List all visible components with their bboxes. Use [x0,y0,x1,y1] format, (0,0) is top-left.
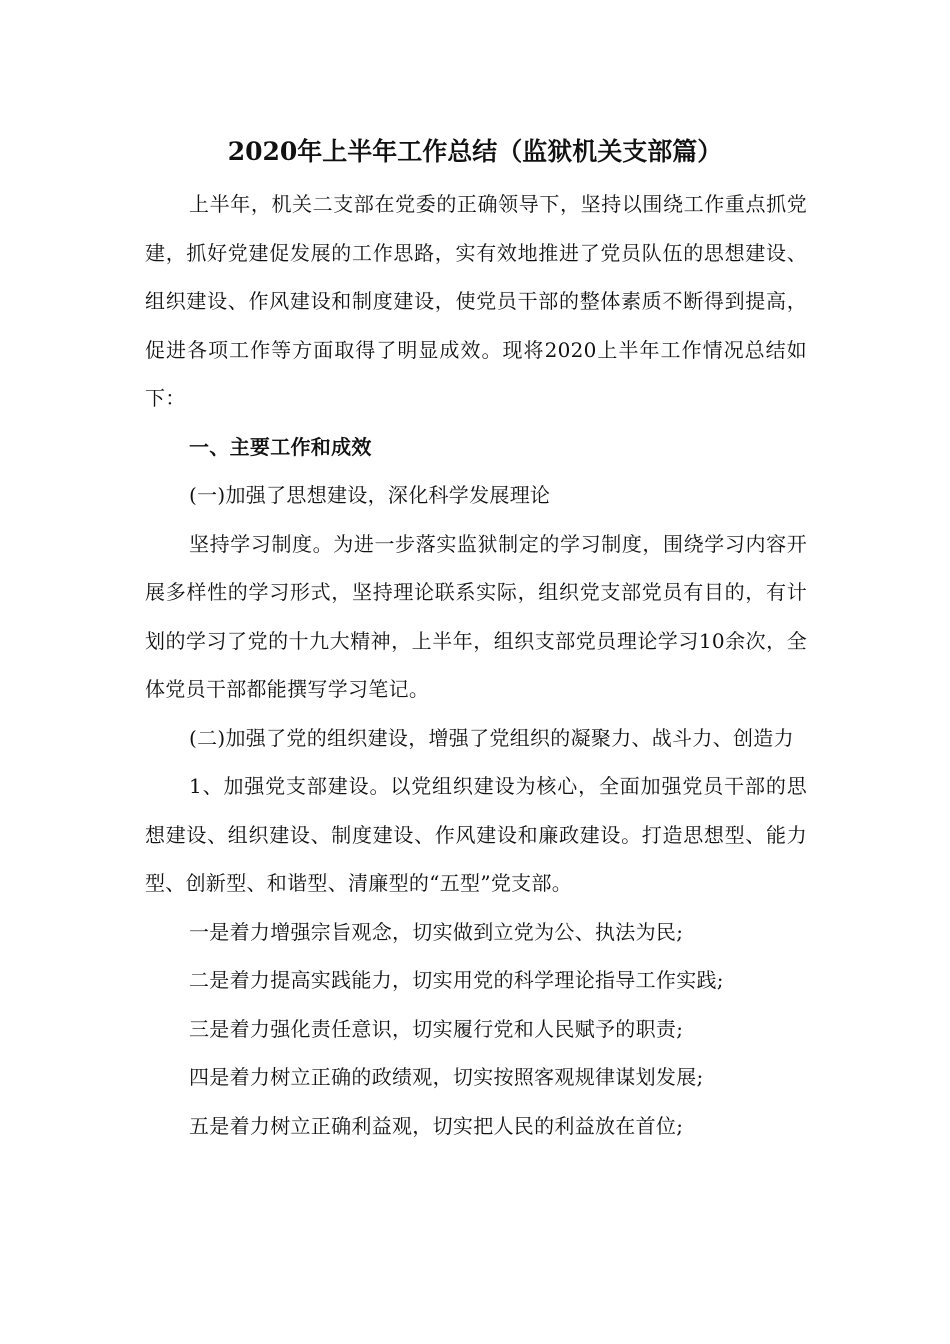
list-item: 一是着力增强宗旨观念，切实做到立党为公、执法为民; [189,919,684,944]
list-item: 三是着力强化责任意识，切实履行党和人民赋予的职责; [189,1016,684,1041]
subsection-heading-1: (一)加强了思想建设，深化科学发展理论 [189,483,551,507]
study-system-paragraph: 坚持学习制度。为进一步落实监狱制定的学习制度，围绕学习内容开展多样性的学习形式，坚持理论联系实际，组织党支部党员有目的，有计划的学习了党的十九大精神，上半年，组织支部党员理论学习10余次，全体党员干部都能撰写学习笔记。 [145,531,807,701]
section-heading: 一、主要工作和成效 [189,434,372,459]
intro-paragraph: 上半年，机关二支部在党委的正确领导下，坚持以围绕工作重点抓党建，抓好党建促发展的工作思路，实有效地推进了党员队伍的思想建设、组织建设、作风建设和制度建设，使党员干部的整体素质不断得到提高，促进各项工作等方面取得了明显成效。现将2020上半年工作情况总结如下： [145,192,807,410]
branch-building-paragraph: 1、加强党支部建设。以党组织建设为核心，全面加强党员干部的思想建设、组织建设、制度建设、作风建设和廉政建设。打造思想型、能力型、创新型、和谐型、清廉型的“五型”党支部。 [145,774,807,895]
list-item: 五是着力树立正确利益观，切实把人民的利益放在首位; [189,1113,684,1138]
document-title: 2020年上半年工作总结（监狱机关支部篇） [227,137,723,166]
list-item: 四是着力树立正确的政绩观，切实按照客观规律谋划发展; [189,1065,704,1089]
subsection-heading-2: (二)加强了党的组织建设，增强了党组织的凝聚力、战斗力、创造力 [189,725,794,750]
document-body [145,180,807,1150]
list-item: 二是着力提高实践能力，切实用党的科学理论指导工作实践; [189,968,724,992]
